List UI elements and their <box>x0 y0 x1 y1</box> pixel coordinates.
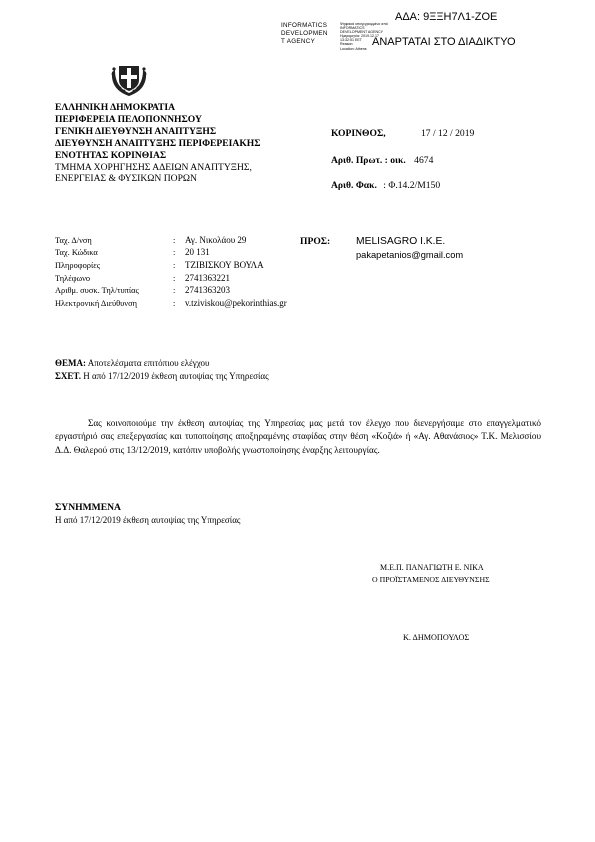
file-number <box>331 180 440 191</box>
address-colon: : <box>173 236 176 245</box>
recipient-email: pakapetanios@gmail.com <box>356 250 464 260</box>
stamp-line: T AGENCY <box>281 38 316 46</box>
email-label: Ηλεκτρονική Διεύθυνση <box>55 299 137 308</box>
phone-value: 2741363221 <box>185 273 230 283</box>
document-date: 17 / 12 / 2019 <box>421 128 475 139</box>
signatory-name: Κ. ΔΗΜΟΠΟΥΛΟΣ <box>403 633 470 642</box>
header-line: ΕΛΛΗΝΙΚΗ ΔΗΜΟΚΡΑΤΙΑ <box>55 102 176 113</box>
address-colon: : <box>173 299 176 308</box>
place: ΚΟΡΙΝΘΟΣ, <box>331 128 386 139</box>
stamp-detail-line: Ψηφιακά υπογεγραμμένο από <box>340 22 388 26</box>
address-colon: : <box>173 261 176 270</box>
protocol-number <box>331 155 433 166</box>
address-colon: : <box>173 274 176 283</box>
posted-online-notice: ΑΝΑΡΤΑΤΑΙ ΣΤΟ ΔΙΑΔΙΚΤΥΟ <box>372 36 516 48</box>
stamp-line: INFORMATICS <box>281 22 328 29</box>
reference-line <box>55 371 269 381</box>
protocol-value: 4674 <box>414 155 434 166</box>
protocol-label: Αριθ. Πρωτ. : οικ. <box>331 155 406 166</box>
fax-label: Αριθμ. συσκ. Τηλ/τυπίας <box>55 286 139 295</box>
header-line: ΤΜΗΜΑ ΧΟΡΗΓΗΣΗΣ ΑΔΕΙΩΝ ΑΝΑΠΤΥΞΗΣ, <box>55 161 252 173</box>
stamp-detail-line: Reason: <box>340 42 354 47</box>
subject-text: Αποτελέσματα επιτόπιου ελέγχου <box>86 358 210 368</box>
recipient-name: MELISAGRO I.K.E. <box>356 236 446 247</box>
attachment-item: Η από 17/12/2019 έκθεση αυτοψίας της Υπηρεσίας <box>55 515 241 525</box>
subject-label: ΘΕΜΑ: <box>55 358 86 368</box>
contact-label: Πληροφορίες <box>55 261 101 270</box>
greek-emblem-icon <box>107 58 151 102</box>
body-paragraph: Σας κοινοποιούμε την έκθεση αυτοψίας της Υπηρεσίας μας μετά τον έλεγχο που διενεργήσαμε στο επαγγελματικό εργαστήριό σας επεξεργασίας και τυποποίησης αποξηραμένης σταφίδας στην θέση «Κοζιά» ή «Αγ. Αθανάσιος» Τ.Κ. Μελισσίου Δ.Δ. Θαλερού στις 13/12/2019, κατόπιν υποβολής γνωστοποίησης έναρξης λειτουργίας. <box>55 418 541 455</box>
email-value: v.tziviskou@pekorinthias.gr <box>185 298 287 308</box>
address-value: Αγ. Νικολάου 29 <box>185 235 247 245</box>
header-line: ΠΕΡΙΦΕΡΕΙΑ ΠΕΛΟΠΟΝΝΗΣΟΥ <box>55 113 202 125</box>
recipient-label: ΠΡΟΣ: <box>300 236 331 247</box>
header-line: ΔΙΕΥΘΥΝΣΗ ΑΝΑΠΤΥΞΗΣ ΠΕΡΙΦΕΡΕΙΑΚΗΣ <box>55 137 261 149</box>
phone-label: Τηλέφωνο <box>55 274 91 283</box>
attachments-heading: ΣΥΝΗΜΜΕΝΑ <box>55 502 121 513</box>
reference-label: ΣΧΕΤ. <box>55 371 81 381</box>
header-line: ΕΝΟΤΗΤΑΣ ΚΟΡΙΝΘΙΑΣ <box>55 149 167 161</box>
stamp-detail-line: Ημερομηνία: 2019.12.17 <box>340 34 380 39</box>
postcode-label: Ταχ. Κώδικα <box>55 248 98 257</box>
subject-line <box>55 358 210 368</box>
stamp-detail-line: 13:32:51 EET <box>340 38 362 43</box>
fax-value: 2741363203 <box>185 285 230 295</box>
address-label: Ταχ. Δ/νση <box>55 236 92 245</box>
signature-title: Ο ΠΡΟΪΣΤΑΜΕΝΟΣ ΔΙΕΥΘΥΝΣΗΣ <box>372 575 490 584</box>
address-colon: : <box>173 286 176 295</box>
signature-line-1: Μ.Ε.Π. ΠΑΝΑΓΙΩΤΗ Ε. ΝΙΚΑ <box>380 563 484 572</box>
stamp-line: DEVELOPMEN <box>281 30 328 38</box>
stamp-detail-line: DEVELOPMENT AGENCY <box>340 30 384 35</box>
postcode-value: 20 131 <box>185 247 210 257</box>
address-colon: : <box>173 248 176 257</box>
reference-text: Η από 17/12/2019 έκθεση αυτοψίας της Υπηρεσίας <box>80 371 269 381</box>
contact-value: ΤΖΙΒΙΣΚΟΥ ΒΟΥΛΑ <box>185 260 264 270</box>
stamp-detail-line: Location: Athens <box>340 46 367 51</box>
header-line: ΓΕΝΙΚΗ ΔΙΕΥΘΥΝΣΗ ΑΝΑΠΤΥΞΗΣ <box>55 125 217 137</box>
file-label: Αριθ. Φακ. <box>331 180 377 191</box>
file-value: : Φ.14.2/Μ150 <box>383 180 441 191</box>
authority-header <box>55 102 261 185</box>
header-line: ΕΝΕΡΓΕΙΑΣ & ΦΥΣΙΚΩΝ ΠΟΡΩΝ <box>55 173 197 185</box>
signature-stamp-en <box>281 22 328 47</box>
ada-number: ΑΔΑ: 9ΞΞΗ7Λ1-ΖΟΕ <box>395 11 498 23</box>
stamp-detail-line: INFORMATICS <box>340 26 365 31</box>
